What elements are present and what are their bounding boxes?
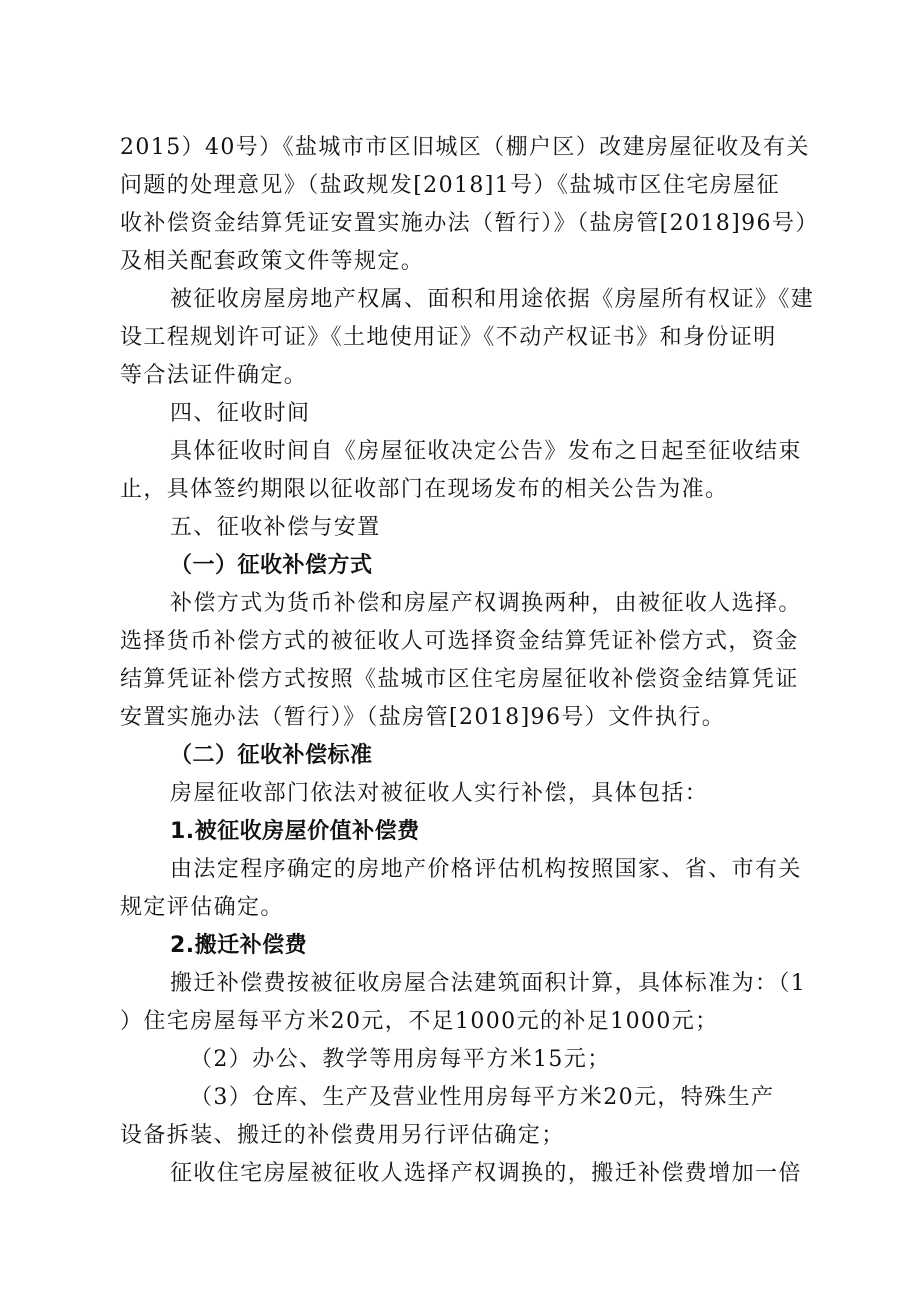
body-text-line: 设工程规划许可证》《土地使用证》《不动产权证书》和身份证明 (120, 325, 777, 350)
body-text-line: 规定评估确定。 (120, 895, 284, 920)
body-text-line: 结算凭证补偿方式按照《盐城市区住宅房屋征收补偿资金结算凭证 (120, 667, 799, 692)
section-heading: 五、征收补偿与安置 (170, 515, 381, 540)
body-text-line: 补偿方式为货币补偿和房屋产权调换两种，由被征收人选择。 (170, 591, 802, 616)
body-text-line: 设备拆装、搬迁的补偿费用另行评估确定； (120, 1123, 565, 1148)
body-text-line: 及相关配套政策文件等规定。 (120, 249, 425, 274)
subsection-heading: （一）征收补偿方式 (170, 553, 373, 578)
body-text-line: 搬迁补偿费按被征收房屋合法建筑面积计算，具体标准为：（1 (170, 971, 807, 996)
body-text-line: 2015）40号）《盐城市市区旧城区（棚户区）改建房屋征收及有关 (120, 135, 810, 160)
body-text-line: 等合法证件确定。 (120, 363, 308, 388)
body-text-line: ）住宅房屋每平方米20元，不足1000元的补足1000元； (120, 1009, 719, 1034)
body-text-line: 房屋征收部门依法对被征收人实行补偿，具体包括： (170, 781, 709, 806)
body-text-line: 由法定程序确定的房地产价格评估机构按照国家、省、市有关 (170, 857, 802, 882)
body-text-line: 征收住宅房屋被征收人选择产权调换的，搬迁补偿费增加一倍 (170, 1161, 802, 1186)
subsection-heading: （二）征收补偿标准 (170, 743, 373, 768)
body-text-line: 止，具体签约期限以征收部门在现场发布的相关公告为准。 (120, 477, 729, 502)
body-text-line: （2）办公、教学等用房每平方米15元； (190, 1047, 611, 1072)
body-text-line: 安置实施办法（暂行）》（盐房管[2018]96号）文件执行。 (120, 705, 726, 730)
body-text-line: 被征收房屋房地产权属、面积和用途依据《房屋所有权证》《建 (170, 287, 815, 312)
body-text-line: 选择货币补偿方式的被征收人可选择资金结算凭证补偿方式，资金 (120, 629, 799, 654)
body-text-line: 具体征收时间自《房屋征收决定公告》发布之日起至征收结束 (170, 439, 802, 464)
item-heading: 2.搬迁补偿费 (170, 933, 308, 958)
body-text-line: （3）仓库、生产及营业性用房每平方米20元，特殊生产 (190, 1085, 775, 1110)
item-heading: 1.被征收房屋价值补偿费 (170, 819, 420, 844)
section-heading: 四、征收时间 (170, 401, 311, 426)
body-text-line: 问题的处理意见》（盐政规发[2018]1号）《盐城市区住宅房屋征 (120, 173, 780, 198)
body-text-line: 收补偿资金结算凭证安置实施办法（暂行）》（盐房管[2018]96号） (120, 211, 819, 236)
